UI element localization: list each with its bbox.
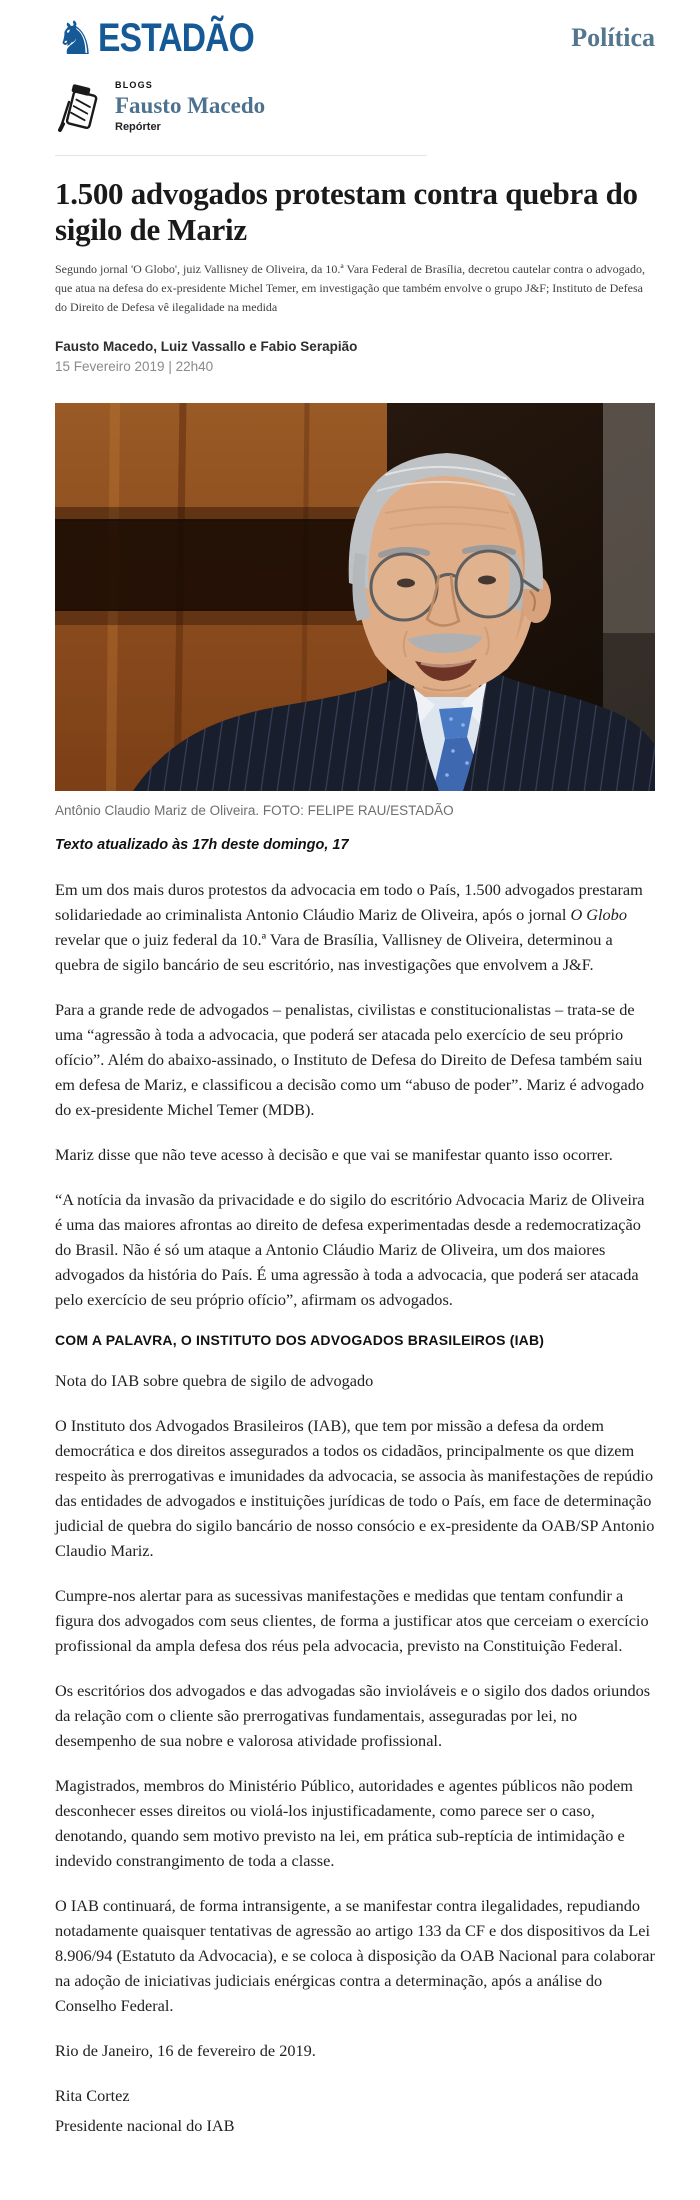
article-paragraph: Em um dos mais duros protestos da advocacia em todo o País, 1.500 advogados prestaram solidariedade ao criminalista Antonio Cláudio Mariz de Oliveira, após o jornal O Globo revelar que o juiz federal da 10.ª Vara de Brasília, Vallisney de Oliveira, determinou a quebra de sigilo bancário de seu escritório, nas investigações que envolvem a J&F. — [55, 880, 643, 974]
article-container — [0, 80, 700, 2173]
blogs-kicker: BLOGS — [115, 80, 154, 90]
section-heading: COM A PALAVRA, O INSTITUTO DOS ADVOGADOS BRASILEIROS (IAB) — [55, 1332, 545, 1348]
blog-author-role: Repórter — [115, 121, 161, 133]
article-byline: Fausto Macedo, Luiz Vassallo e Fabio Serapião — [55, 339, 358, 354]
portrait-illustration — [55, 403, 655, 791]
article-paragraph: Cumpre-nos alertar para as sucessivas manifestações e medidas que tentam confundir a figura dos advogados com seus clientes, de forma a justificar atos que cerceiam o exercício profissional da ampla defesa dos réus pela advocacia, previsto na Constituição Federal. — [55, 1586, 649, 1655]
blog-meta — [115, 80, 265, 133]
article-body — [55, 877, 655, 2138]
article-paragraph: Os escritórios dos advogados e das advogadas são invioláveis e o sigilo dos dados oriundos da relação com o cliente são prerrogativas fundamentais, asseguradas por lei, no desempenho de sua nobre e valorosa atividade profissional. — [55, 1681, 651, 1750]
article-paragraph: Rita Cortez — [55, 2086, 130, 2105]
estadao-knight-icon: ♞ — [55, 12, 97, 64]
estadao-wordmark: ESTADÃO — [98, 16, 255, 60]
article-paragraph: Nota do IAB sobre quebra de sigilo de advogado — [55, 1371, 374, 1390]
photo-caption: Antônio Claudio Mariz de Oliveira. FOTO: FELIPE RAU/ESTADÃO — [55, 803, 454, 818]
site-header — [0, 0, 700, 66]
article-paragraph: O IAB continuará, de forma intransigente, a se manifestar contra ilegalidades, repudiando notadamente quaisquer tentativas de agressão ao artigo 133 da CF e dos dispositivos da Lei 8.906/94 (Estatuto da Advocacia), e se coloca à disposição da OAB Nacional para colaborar na adoção de iniciativas judiciais enérgicas contra a determinação, após a análise do Conselho Federal. — [55, 1896, 655, 2015]
estadao-logo[interactable] — [55, 12, 284, 64]
article-paragraph: Rio de Janeiro, 16 de fevereiro de 2019. — [55, 2041, 316, 2060]
article-paragraph: Magistrados, membros do Ministério Público, autoridades e agentes públicos não podem desconhecer esses direitos ou violá-los injustificadamente, como parece ser o caso, denotando, quando sem motivo previsto na lei, em prática sub-reptícia de intimidação e indevido constrangimento de toda a classe. — [55, 1776, 633, 1870]
page-title: 1.500 advogados protestam contra quebra do sigilo de Mariz — [55, 176, 638, 247]
update-note: Texto atualizado às 17h deste domingo, 17 — [55, 837, 349, 853]
blog-notepad-icon[interactable] — [55, 80, 101, 141]
article-standfirst: Segundo jornal 'O Globo', juiz Vallisney de Oliveira, da 10.ª Vara Federal de Brasília, decretou cautelar contra o advogado, que atua na defesa do ex-presidente Michel Temer, em investigação que também envolve o grupo J&F; Instituto de Defesa do Direito de Defesa vê ilegalidade na medida — [55, 262, 646, 314]
article-paragraph: “A notícia da invasão da privacidade e do sigilo do escritório Advocacia Mariz de Oliveira é uma das maiores afrontas ao direito de defesa experimentadas desde a redemocratização do Brasil. Não é só um ataque a Antonio Cláudio Mariz de Oliveira, um dos maiores advogados da história do País. É uma agressão à toda a advocacia, que poderá ser atacada pelo exercício de seu próprio ofício”, afirmam os advogados. — [55, 1190, 645, 1309]
article-photo — [55, 403, 655, 791]
section-link-politica[interactable]: Política — [571, 23, 655, 52]
article-paragraph: Presidente nacional do IAB — [55, 2116, 235, 2135]
blog-card — [55, 80, 427, 156]
article-dateline: 15 Fevereiro 2019 | 22h40 — [55, 359, 214, 374]
blog-author-link[interactable]: Fausto Macedo — [115, 93, 266, 118]
article-paragraph: O Instituto dos Advogados Brasileiros (IAB), que tem por missão a defesa da ordem democrática e dos direitos assegurados a todos os cidadãos, principalmente os que dizem respeito às prerrogativas e imunidades da advocacia, se associa às manifestações de repúdio das entidades de advogados e instituições jurídicas de todo o País, em face de determinação judicial de quebra do sigilo bancário de nosso consócio e ex-presidente da OAB/SP Antonio Claudio Mariz. — [55, 1416, 655, 1560]
article-paragraph: Mariz disse que não teve acesso à decisão e que vai se manifestar quanto isso ocorrer. — [55, 1145, 613, 1164]
article-paragraph: Para a grande rede de advogados – penalistas, civilistas e constitucionalistas – trata-se de uma “agressão à toda a advocacia, que poderá ser atacada pelo exercício de seu próprio ofício”. Além do abaixo-assinado, o Instituto de Defesa do Direito de Defesa também saiu em defesa de Mariz, e classificou a decisão como um “abuso de poder”. Mariz é advogado do ex-presidente Michel Temer (MDB). — [55, 1000, 645, 1119]
